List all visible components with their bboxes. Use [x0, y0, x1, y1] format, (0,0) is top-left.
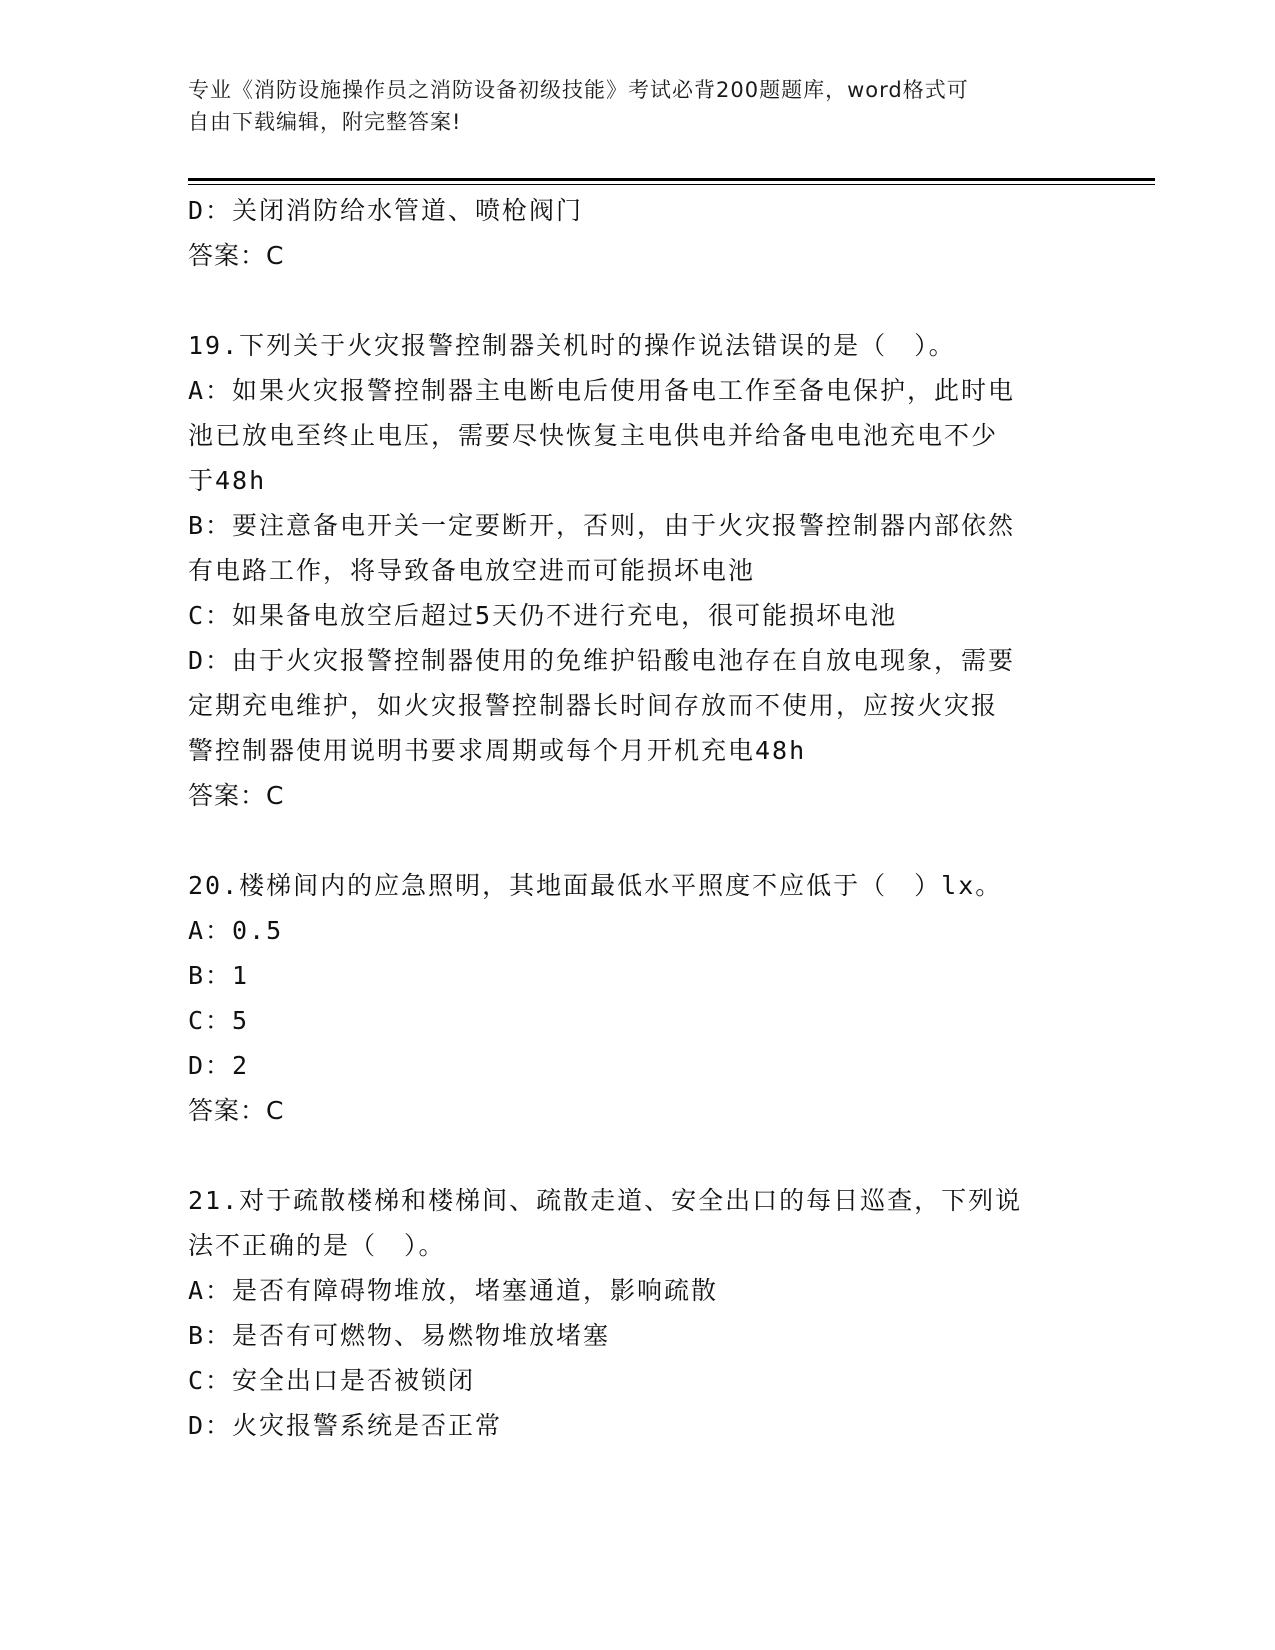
- prev-question-option-d: D：关闭消防给水管道、喷枪阀门: [188, 196, 584, 225]
- question-19: [188, 323, 1088, 818]
- option-a-line: A：如果火灾报警控制器主电断电后使用备电工作至备电保护，此时电: [188, 376, 1016, 405]
- option-b-line: B：是否有可燃物、易燃物堆放堵塞: [188, 1321, 611, 1350]
- question-answer: 答案：C: [188, 1096, 285, 1125]
- spacer: [188, 278, 1088, 323]
- option-b-line: B：1: [188, 961, 250, 990]
- question-stem: 19.下列关于火灾报警控制器关机时的操作说法错误的是（ ）。: [188, 331, 956, 360]
- option-d-line: D：火灾报警系统是否正常: [188, 1411, 503, 1440]
- spacer: [188, 1133, 1088, 1178]
- option-d-line: D：2: [188, 1051, 250, 1080]
- question-answer: 答案：C: [188, 781, 285, 810]
- option-d-line: 警控制器使用说明书要求周期或每个月开机充电48h: [188, 736, 807, 765]
- document-body: [188, 188, 1088, 1448]
- spacer: [188, 818, 1088, 863]
- option-a-line: A：0.5: [188, 916, 284, 945]
- option-a-line: A：是否有障碍物堆放，堵塞通道，影响疏散: [188, 1276, 719, 1305]
- option-c-line: C：5: [188, 1006, 250, 1035]
- prev-question-answer: 答案：C: [188, 241, 285, 270]
- question-stem: 20.楼梯间内的应急照明，其地面最低水平照度不应低于（ ）lx。: [188, 871, 1003, 900]
- header-line-2: 自由下载编辑，附完整答案!: [188, 110, 462, 134]
- option-a-line: 于48h: [188, 466, 267, 495]
- question-stem: 21.对于疏散楼梯和楼梯间、疏散走道、安全出口的每日巡查，下列说: [188, 1186, 1023, 1215]
- header-rule-thick: [188, 178, 1155, 181]
- page-header: [188, 74, 1088, 138]
- option-b-line: 有电路工作，将导致备电放空进而可能损坏电池: [188, 556, 756, 585]
- option-c-line: C：安全出口是否被锁闭: [188, 1366, 476, 1395]
- header-line-1: 专业《消防设施操作员之消防设备初级技能》考试必背200题题库，word格式可: [188, 78, 969, 102]
- option-b-line: B：要注意备电开关一定要断开，否则，由于火灾报警控制器内部依然: [188, 511, 1016, 540]
- option-a-line: 池已放电至终止电压，需要尽快恢复主电供电并给备电电池充电不少: [188, 421, 999, 450]
- option-d-line: 定期充电维护，如火灾报警控制器长时间存放而不使用，应按火灾报: [188, 691, 999, 720]
- header-rule-thin: [188, 184, 1155, 185]
- option-d-line: D：由于火灾报警控制器使用的免维护铅酸电池存在自放电现象，需要: [188, 646, 1016, 675]
- option-c-line: C：如果备电放空后超过5天仍不进行充电，很可能损坏电池: [188, 601, 898, 630]
- question-20: [188, 863, 1088, 1133]
- question-21: [188, 1178, 1088, 1448]
- question-stem: 法不正确的是（ ）。: [188, 1231, 446, 1260]
